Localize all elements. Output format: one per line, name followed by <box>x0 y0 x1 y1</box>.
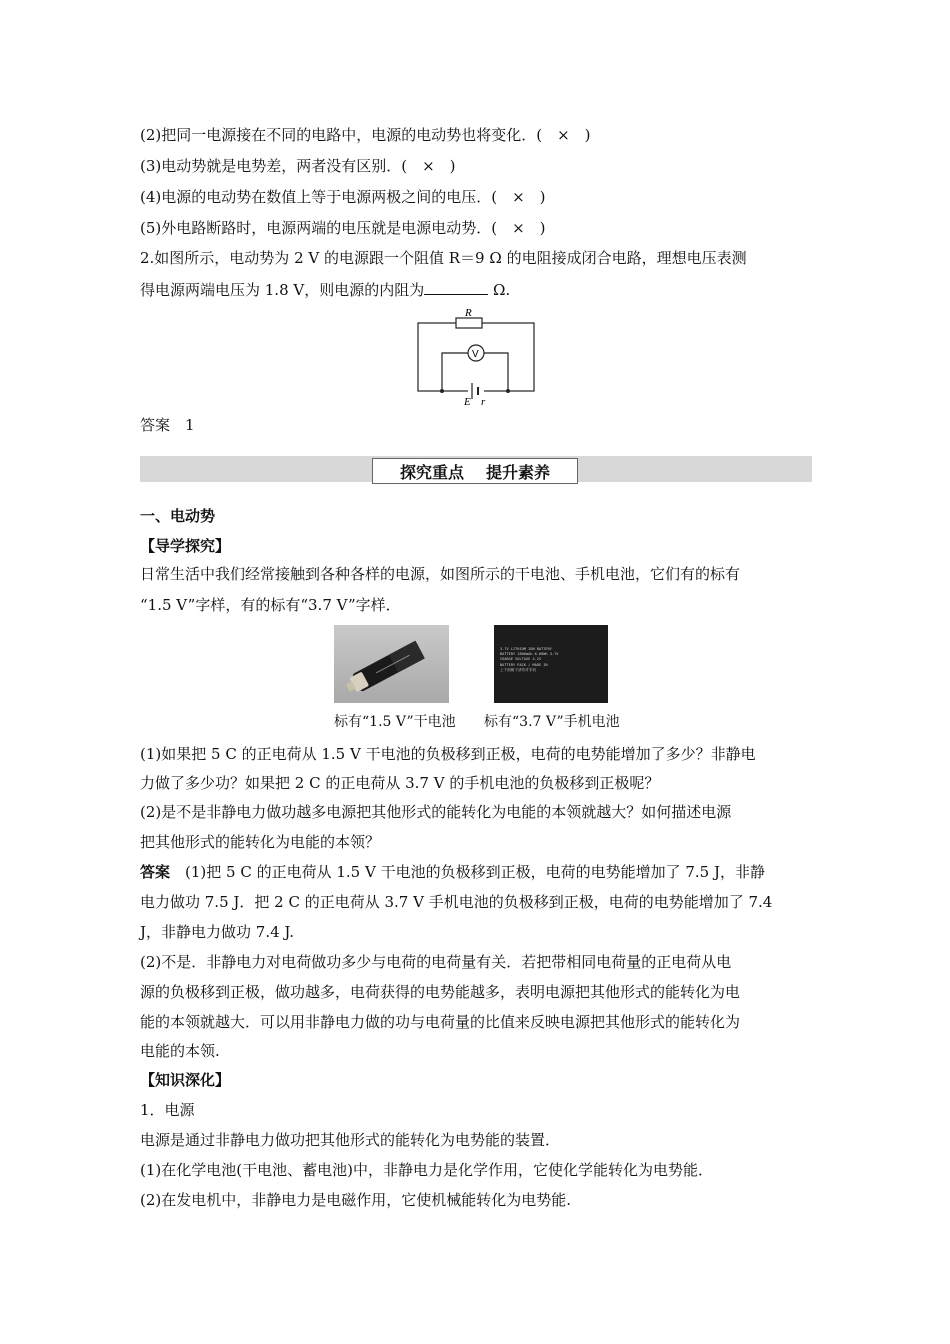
question-line-3: (2)是不是非静电力做功越多电源把其他形式的能转化为电能的本领就越大？如何描述电源 <box>140 803 732 821</box>
resistor <box>456 318 482 328</box>
question-line-1: (1)如果把 5 C 的正电荷从 1.5 V 干电池的负极移到正极，电荷的电势能增加了多少？非静电 <box>140 745 756 763</box>
banner-right: 提升素养 <box>486 462 551 482</box>
section-title: 一、电动势 <box>140 507 216 525</box>
question-line-4: 把其他形式的能转化为电能的本领？ <box>140 833 381 851</box>
intro-line-1: 日常生活中我们经常接触到各种各样的电源，如图所示的干电池、手机电池，它们有的标有 <box>140 565 741 583</box>
voltmeter-label: V <box>472 349 479 360</box>
judgment-item-5: (5)外电路断路时，电源两端的电压就是电源电动势．( × ) <box>140 219 546 237</box>
deepen-heading: 【知识深化】 <box>140 1071 231 1089</box>
banner-left: 探究重点 <box>399 462 464 482</box>
answer-line-3: J，非静电力做功 7.4 J. <box>140 923 295 941</box>
answer-label: 答案 <box>140 863 171 881</box>
answer-blank <box>424 279 488 295</box>
dry-battery-caption: 标有“1.5 V”干电池 <box>334 714 456 730</box>
answer-line-7: 电能的本领. <box>140 1042 220 1060</box>
answer-line-1: 答案 (1)把 5 C 的正电荷从 1.5 V 干电池的负极移到正极，电荷的电势能增加了 7.5 J，非静 <box>140 863 765 881</box>
deepen-line-2: 电源是通过非静电力做功把其他形式的能转化为电势能的装置． <box>140 1131 561 1149</box>
answer-line-4: (2)不是．非静电力对电荷做功多少与电荷的电荷量有关．若把带相同电荷量的正电荷从电 <box>140 953 732 971</box>
judgment-item-2: (2)把同一电源接在不同的电路中，电源的电动势也将变化．( × ) <box>140 126 591 144</box>
resistor-label: R <box>465 307 472 319</box>
section-banner <box>372 458 578 484</box>
answer-line-6: 能的本领就越大．可以用非静电力做的功与电荷量的比值来反映电源把其他形式的能转化为 <box>140 1013 741 1031</box>
circuit-diagram <box>410 303 542 407</box>
phone-battery-photo <box>494 625 608 703</box>
deepen-line-3: (1)在化学电池(干电池、蓄电池)中，非静电力是化学作用，它使化学能转化为电势能． <box>140 1161 713 1179</box>
question-2-line-2 <box>140 279 812 300</box>
answer-line-2: 电力做功 7.5 J．把 2 C 的正电荷从 3.7 V 手机电池的负极移到正极，电荷的电势能增加了 7.4 <box>140 893 773 911</box>
deepen-line-4: (2)在发电机中，非静电力是电磁作用，它使机械能转化为电势能. <box>140 1191 572 1209</box>
answer-line-5: 源的负极移到正极，做功越多，电荷获得的电势能越多，表明电源把其他形式的能转化为电 <box>140 983 741 1001</box>
question-2-line-1: 2.如图所示，电动势为 2 V 的电源跟一个阻值 R＝9 Ω 的电阻接成闭合电路，理想电压表测 <box>140 249 747 267</box>
question-2-unit: Ω. <box>488 281 511 299</box>
emf-label: E <box>464 396 471 407</box>
dry-battery-photo <box>334 625 449 703</box>
phone-battery-label-text: 3.7V LITHIUM ION BATTERY BATTERY 1800mAh 6.66Wh 3.7V CHARGE VOLTAGE 4.2V BATTERY PACK / MADE IN 上下面朝下请勿对手机 <box>500 647 559 672</box>
intro-line-2: “1.5 V”字样，有的标有“3.7 V”字样． <box>140 596 401 614</box>
question-line-2: 力做了多少功？如果把 2 C 的正电荷从 3.7 V 的手机电池的负极移到正极呢？ <box>140 774 660 792</box>
judgment-item-3: (3)电动势就是电势差，两者没有区别．( × ) <box>140 157 456 175</box>
deepen-line-1: 1．电源 <box>140 1101 195 1119</box>
answer-2: 答案 1 <box>140 416 195 434</box>
question-2-text: 得电源两端电压为 1.8 V，则电源的内阻为 <box>140 281 425 299</box>
phone-battery-caption: 标有“3.7 V”手机电池 <box>484 714 620 730</box>
judgment-item-4: (4)电源的电动势在数值上等于电源两极之间的电压．( × ) <box>140 188 546 206</box>
internal-resistance-label: r <box>481 396 486 407</box>
guide-heading: 【导学探究】 <box>140 537 231 555</box>
